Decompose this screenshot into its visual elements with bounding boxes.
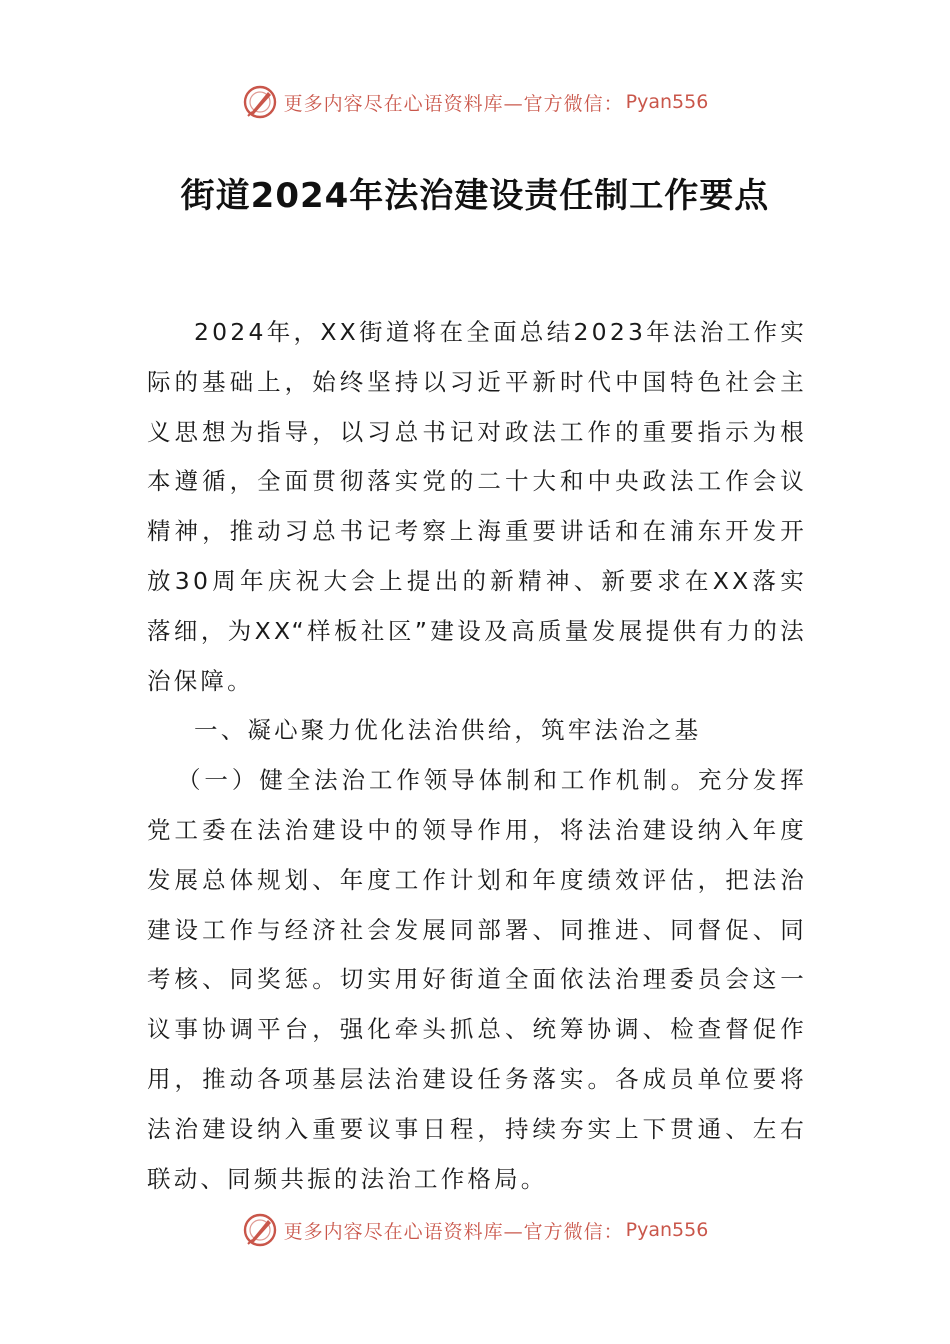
section-heading: 一、凝心聚力优化法治供给，筑牢法治之基 — [194, 716, 702, 745]
watermark-handle: Pyan556 — [625, 1219, 709, 1241]
quill-circle-icon — [242, 84, 278, 120]
watermark-handle: Pyan556 — [625, 91, 709, 113]
document-body — [147, 308, 807, 1204]
header-watermark — [0, 82, 950, 122]
document-title: 街道2024年法治建设责任制工作要点 — [180, 176, 770, 216]
intro-paragraph: 2024年，XX街道将在全面总结2023年法治工作实际的基础上，始终坚持以习近平新时代中国特色社会主义思想为指导，以习总书记对政法工作的重要指示为根本遵循，全面贯彻落实党的二十大和中央政法工作会议精神，推动习总书记考察上海重要讲话和在浦东开发开放30周年庆祝大会上提出的新精神、新要求在XX落实落细，为XX“样板社区”建设及高质量发展提供有力的法治保障。 — [147, 318, 807, 695]
watermark-text: 更多内容尽在心语资料库—官方微信： — [283, 1220, 624, 1243]
footer-watermark — [0, 1210, 950, 1250]
watermark-text: 更多内容尽在心语资料库—官方微信： — [283, 92, 624, 115]
subsection-paragraph: （一）健全法治工作领导体制和工作机制。充分发挥党工委在法治建设中的领导作用，将法治建设纳入年度发展总体规划、年度工作计划和年度绩效评估，把法治建设工作与经济社会发展同部署、同推进、同督促、同考核、同奖惩。切实用好街道全面依法治理委员会这一议事协调平台，强化牵头抓总、统筹协调、检查督促作用，推动各项基层法治建设任务落实。各成员单位要将法治建设纳入重要议事日程，持续夯实上下贯通、左右联动、同频共振的法治工作格局。 — [147, 766, 807, 1193]
quill-circle-icon — [242, 1212, 278, 1248]
